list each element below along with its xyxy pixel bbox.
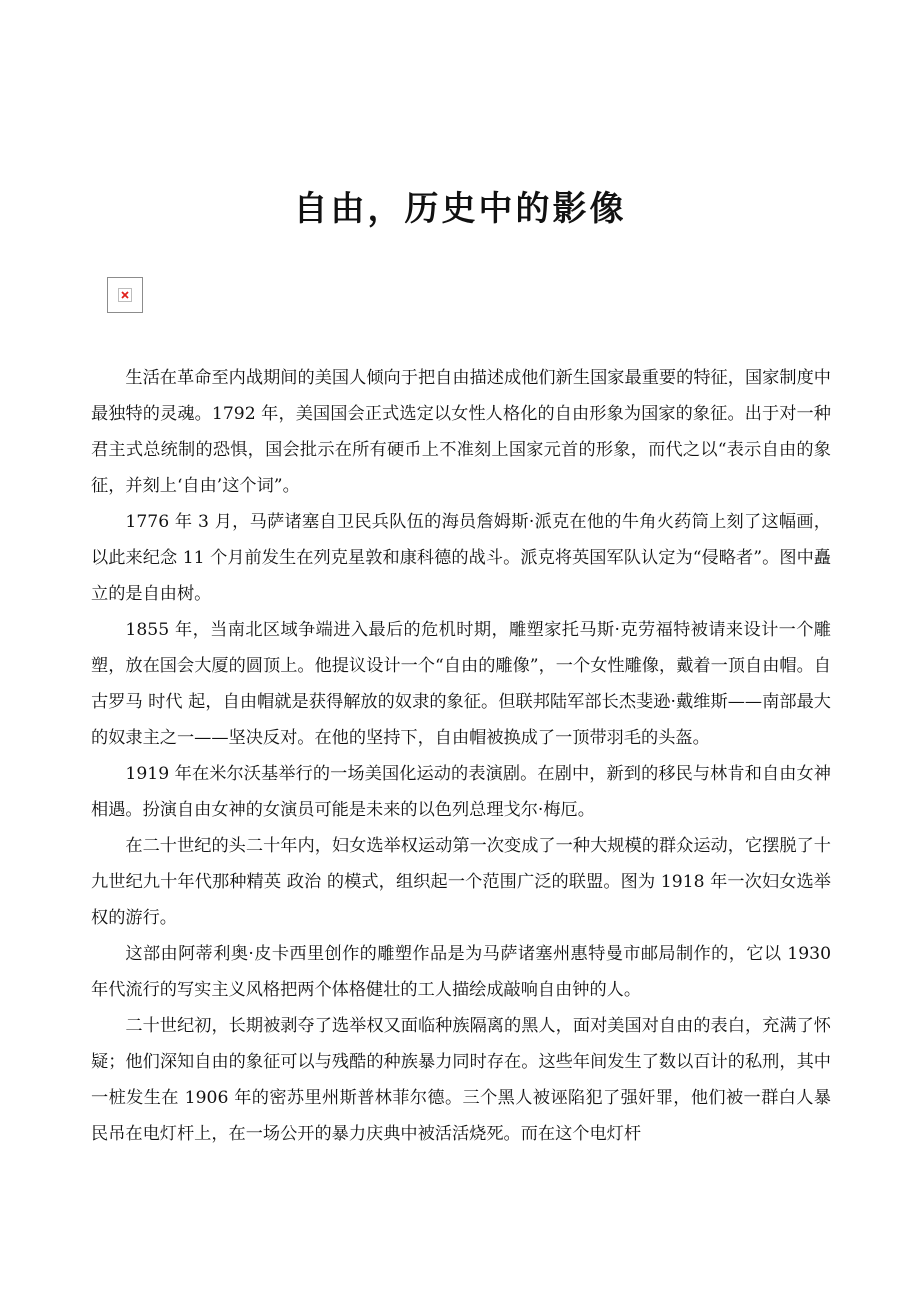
- broken-image-icon: [107, 277, 143, 313]
- paragraph-5: 在二十世纪的头二十年内，妇女选举权运动第一次变成了一种大规模的群众运动，它摆脱了十九世纪九十年代那种精英 政治 的模式，组织起一个范围广泛的联盟。图为 1918 年一次妇女选举权的游行。: [91, 836, 831, 928]
- document-body: [91, 360, 831, 1152]
- document-title: 自由，历史中的影像: [293, 189, 627, 229]
- paragraph-7: 二十世纪初，长期被剥夺了选举权又面临种族隔离的黑人，面对美国对自由的表白，充满了怀疑；他们深知自由的象征可以与残酷的种族暴力同时存在。这些年间发生了数以百计的私刑，其中一桩发生在 1906 年的密苏里州斯普林菲尔德。三个黑人被诬陷犯了强奸罪，他们被一群白人暴民吊在电灯杆上，在一场公开的暴力庆典中被活活烧死。而在这个电灯杆: [91, 1016, 831, 1144]
- paragraph-1: 生活在革命至内战期间的美国人倾向于把自由描述成他们新生国家最重要的特征，国家制度中最独特的灵魂。1792 年，美国国会正式选定以女性人格化的自由形象为国家的象征。出于对一种君主式总统制的恐惧，国会批示在所有硬币上不准刻上国家元首的形象，而代之以“表示自由的象征，并刻上‘自由’这个词”。: [91, 368, 831, 496]
- paragraph-6: 这部由阿蒂利奥·皮卡西里创作的雕塑作品是为马萨诸塞州惠特曼市邮局制作的，它以 1930 年代流行的写实主义风格把两个体格健壮的工人描绘成敲响自由钟的人。: [91, 944, 831, 1000]
- paragraph-3: 1855 年，当南北区域争端进入最后的危机时期，雕塑家托马斯·克劳福特被请来设计一个雕塑，放在国会大厦的圆顶上。他提议设计一个“自由的雕像”，一个女性雕像，戴着一顶自由帽。自古罗马 时代 起，自由帽就是获得解放的奴隶的象征。但联邦陆军部长杰斐逊·戴维斯——南部最大的奴隶主之一——坚决反对。在他的坚持下，自由帽被换成了一顶带羽毛的头盔。: [91, 620, 831, 748]
- broken-image-frame: [118, 288, 132, 302]
- paragraph-4: 1919 年在米尔沃基举行的一场美国化运动的表演剧。在剧中，新到的移民与林肯和自由女神相遇。扮演自由女神的女演员可能是未来的以色列总理戈尔·梅厄。: [91, 764, 831, 820]
- paragraph-2: 1776 年 3 月，马萨诸塞自卫民兵队伍的海员詹姆斯·派克在他的牛角火药筒上刻了这幅画，以此来纪念 11 个月前发生在列克星敦和康科德的战斗。派克将英国军队认定为“侵略者”。图中矗立的是自由树。: [91, 512, 831, 604]
- red-x-icon: [121, 291, 129, 299]
